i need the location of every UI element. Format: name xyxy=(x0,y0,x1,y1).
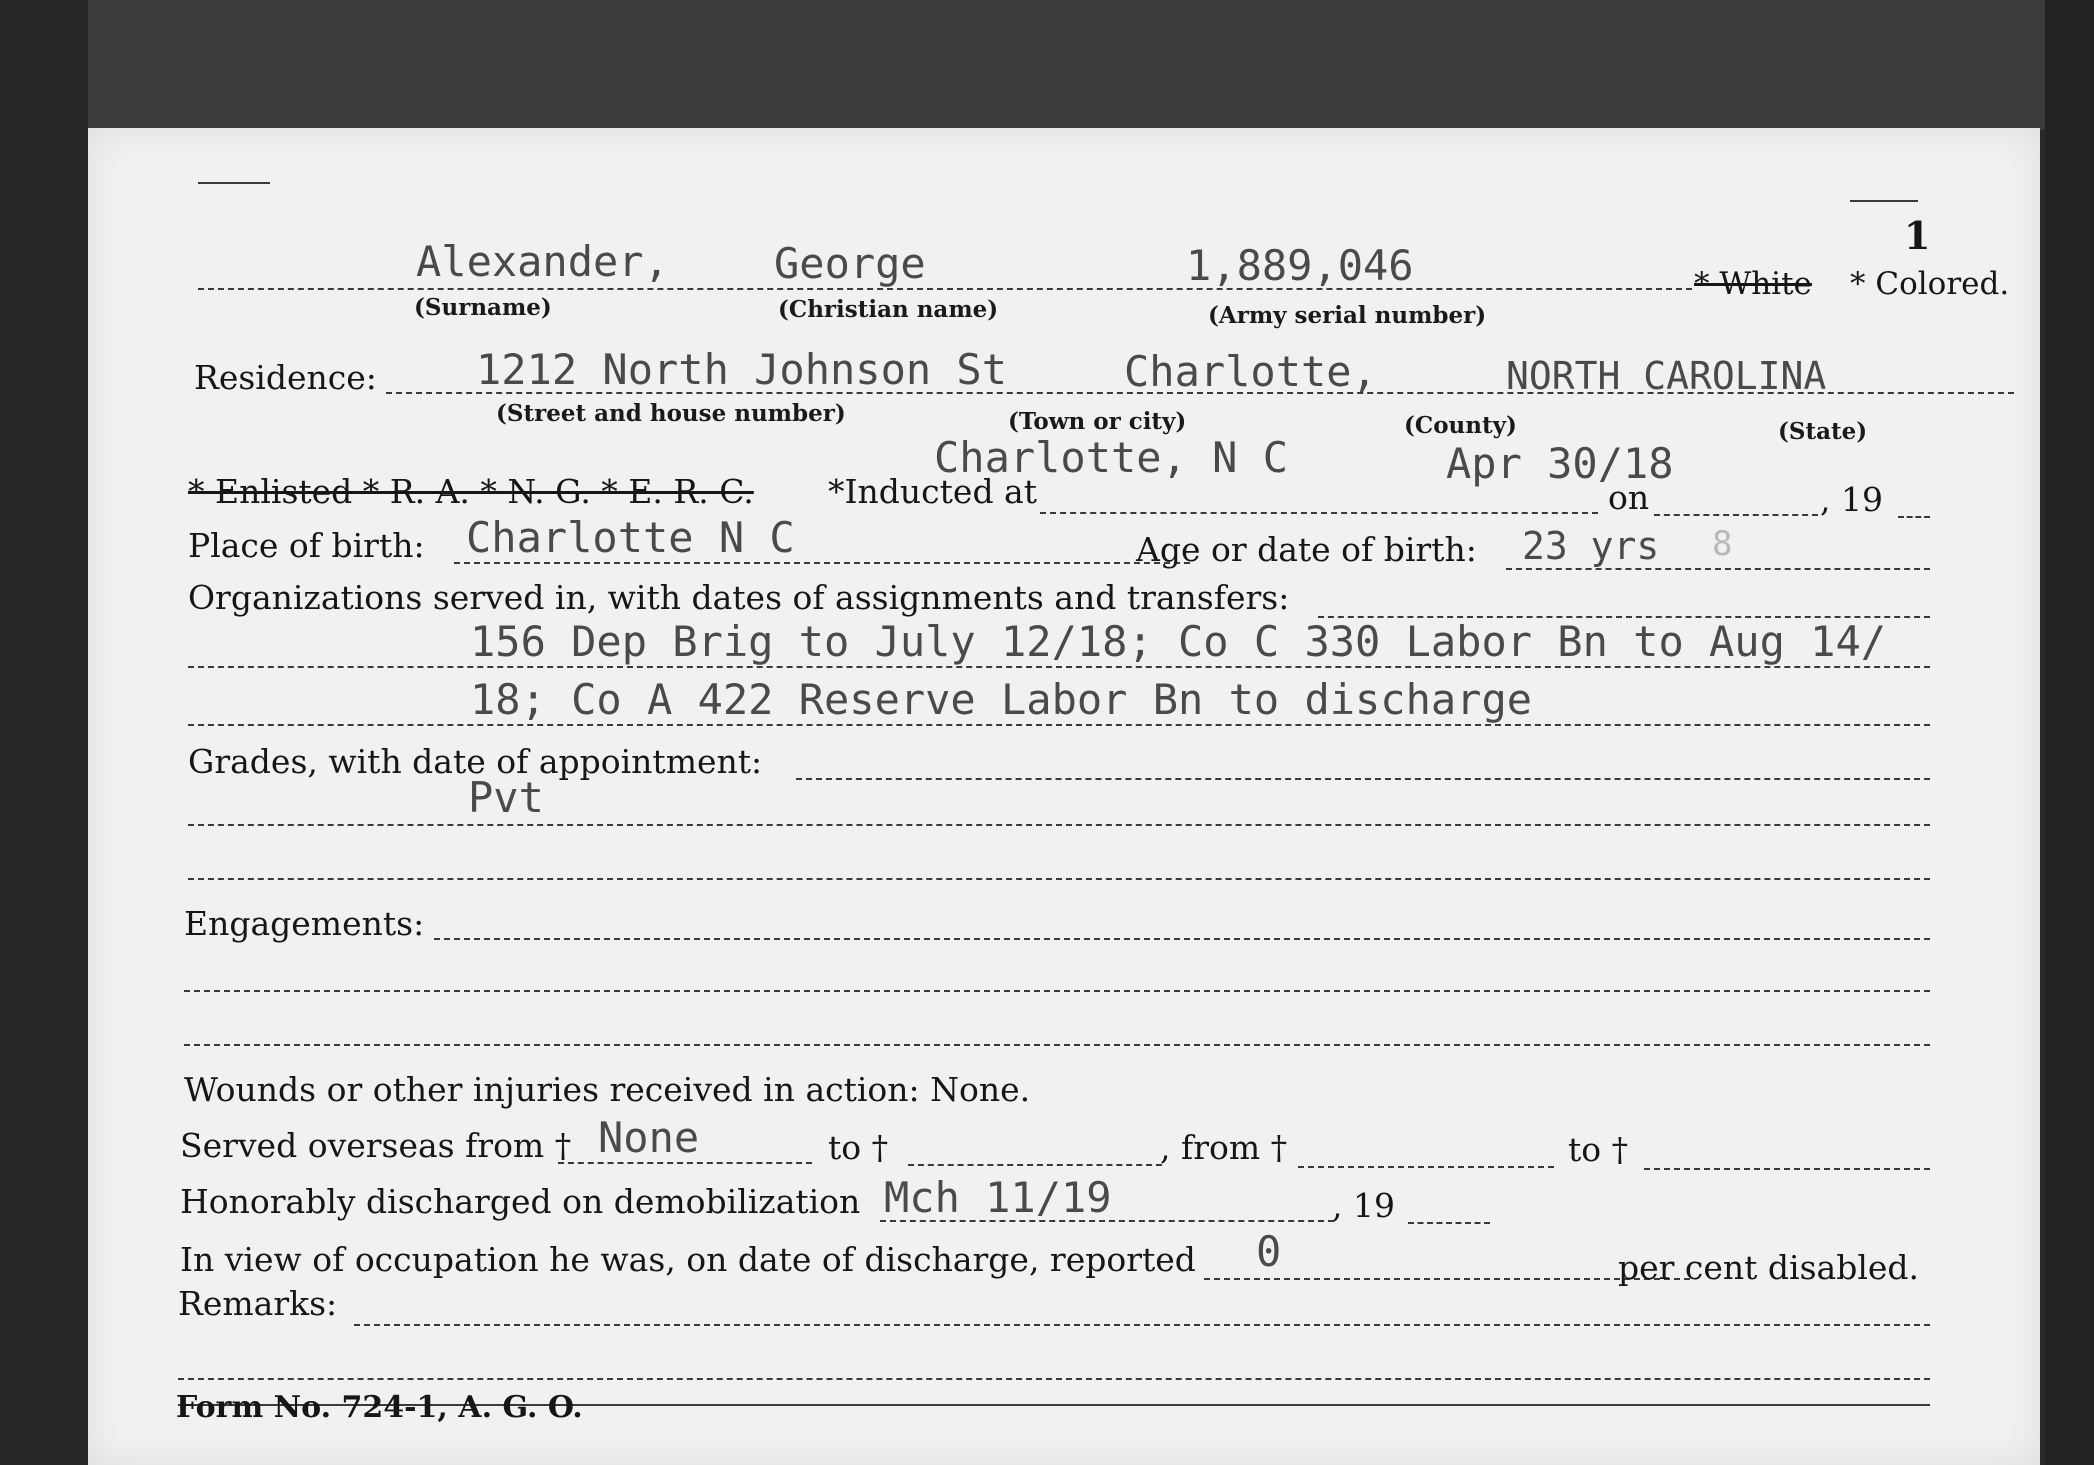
page-number: 1 xyxy=(1904,213,1931,258)
overseas-from-line xyxy=(1298,1166,1554,1168)
background-top xyxy=(0,0,2094,130)
engagements-line-2 xyxy=(184,990,1930,992)
served-overseas-line xyxy=(558,1162,812,1164)
age-faint-mark: 8 xyxy=(1712,524,1733,564)
organizations-line-1: 156 Dep Brig to July 12/18; Co C 330 Labor Bn to Aug 14/ xyxy=(470,617,1887,666)
place-of-birth-line xyxy=(454,562,1190,564)
inducted-place-value: Charlotte, N C xyxy=(934,433,1289,482)
remarks-label: Remarks: xyxy=(178,1284,338,1323)
inducted-place-line xyxy=(1040,512,1598,514)
served-overseas-value: None xyxy=(598,1113,700,1162)
age-label: Age or date of birth: xyxy=(1136,530,1477,569)
inducted-year-line xyxy=(1898,516,1930,518)
residence-town-value: Charlotte, xyxy=(1124,347,1377,396)
label-army-serial-number: (Army serial number) xyxy=(1208,302,1487,329)
age-value: 23 yrs xyxy=(1522,524,1660,568)
label-surname: (Surname) xyxy=(414,294,552,321)
surname-value: Alexander, xyxy=(416,237,669,286)
organizations-label: Organizations served in, with dates of assignments and transfers: xyxy=(188,578,1290,617)
overseas-to-line xyxy=(908,1164,1162,1166)
wounds-label: Wounds or other injuries received in action: None. xyxy=(184,1070,1031,1109)
race-white-struck: * White xyxy=(1694,266,1812,302)
organizations-line-2-rule xyxy=(188,724,1930,726)
remarks-line-1 xyxy=(354,1324,1930,1326)
christian-name-value: George xyxy=(774,239,926,288)
engagements-line-1 xyxy=(434,938,1930,940)
name-line xyxy=(198,288,1692,290)
disability-suffix: per cent disabled. xyxy=(1618,1248,1920,1287)
residence-line xyxy=(386,392,2014,394)
age-line xyxy=(1506,568,1930,570)
label-county: (County) xyxy=(1404,412,1517,439)
grades-line-1 xyxy=(796,778,1930,780)
disability-value: 0 xyxy=(1256,1227,1282,1276)
label-state: (State) xyxy=(1778,418,1868,445)
discharge-year-line xyxy=(1408,1222,1490,1224)
overseas-to2-line xyxy=(1644,1168,1930,1170)
place-of-birth-value: Charlotte N C xyxy=(466,513,795,562)
service-record-card xyxy=(88,128,2040,1465)
label-street: (Street and house number) xyxy=(496,400,846,427)
discharge-label: Honorably discharged on demobilization xyxy=(180,1182,861,1221)
inducted-year-prefix: , 19 xyxy=(1820,480,1883,519)
on-label: on xyxy=(1608,478,1650,517)
enlisted-struck: * Enlisted * R. A. * N. G. * E. R. C. xyxy=(188,472,754,511)
inducted-date-value: Apr 30/18 xyxy=(1446,439,1674,488)
label-christian-name: (Christian name) xyxy=(778,296,999,323)
serial-number-value: 1,889,046 xyxy=(1186,241,1414,290)
grades-line-3 xyxy=(188,878,1930,880)
race-colored: * Colored. xyxy=(1850,266,2010,302)
form-number: Form No. 724-1, A. G. O. xyxy=(176,1390,583,1425)
organizations-line-2: 18; Co A 422 Reserve Labor Bn to discharge xyxy=(470,675,1533,724)
grades-line-2 xyxy=(188,824,1930,826)
inducted-date-line xyxy=(1654,514,1818,516)
discharge-line xyxy=(880,1220,1334,1222)
organizations-line-1-rule xyxy=(188,666,1930,668)
background-right xyxy=(2045,0,2094,1465)
remarks-line-2 xyxy=(178,1378,1930,1380)
residence-street-value: 1212 North Johnson St xyxy=(476,345,1008,394)
place-of-birth-label: Place of birth: xyxy=(188,526,425,565)
grades-label: Grades, with date of appointment: xyxy=(188,742,763,781)
overseas-from-label: , from † xyxy=(1160,1128,1288,1167)
engagements-label: Engagements: xyxy=(184,904,425,943)
top-left-rule xyxy=(198,182,270,184)
top-right-rule xyxy=(1850,200,1918,202)
label-town: (Town or city) xyxy=(1008,408,1187,435)
overseas-to-label: to † xyxy=(828,1128,889,1167)
served-overseas-label: Served overseas from † xyxy=(180,1126,572,1165)
background-left xyxy=(0,0,88,1465)
disability-label: In view of occupation he was, on date of discharge, reported xyxy=(180,1240,1196,1279)
overseas-to2-label: to † xyxy=(1568,1130,1629,1169)
inducted-label: *Inducted at xyxy=(828,472,1037,511)
grades-value: Pvt xyxy=(468,773,544,822)
residence-label: Residence: xyxy=(194,358,377,397)
residence-state-value: NORTH CAROLINA xyxy=(1506,354,1827,398)
discharge-value: Mch 11/19 xyxy=(884,1173,1112,1222)
engagements-line-3 xyxy=(184,1044,1930,1046)
discharge-year-prefix: , 19 xyxy=(1332,1186,1395,1225)
